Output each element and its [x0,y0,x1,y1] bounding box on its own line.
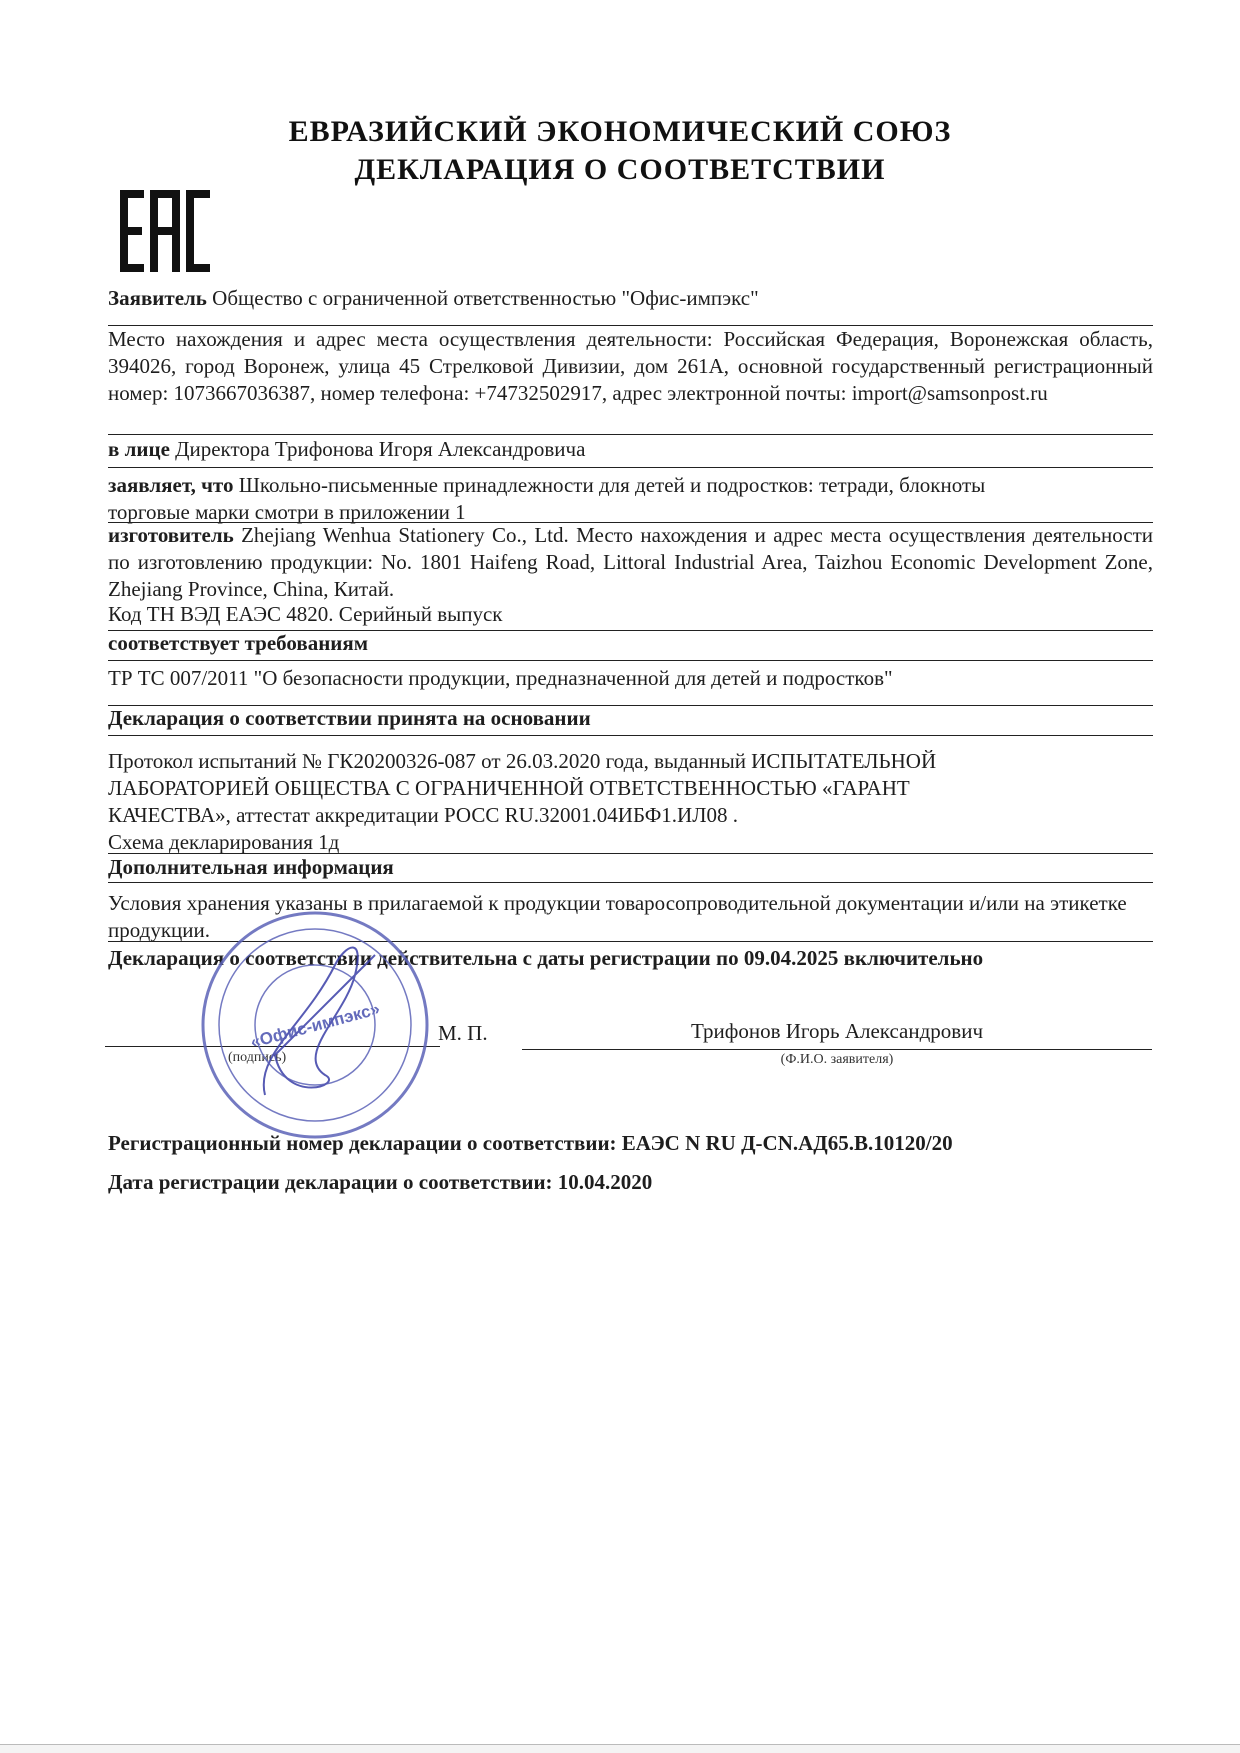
divider [108,660,1153,661]
tnved-code: Код ТН ВЭД ЕАЭС 4820. Серийный выпуск [108,602,503,626]
address-block [108,326,1153,407]
declaration-scheme: Схема декларирования 1д [108,830,340,854]
applicant-value: Общество с ограниченной ответственностью "Офис-импэкс" [212,286,759,310]
applicant-row [108,285,1153,312]
declares-trademarks: торговые марки смотри в приложении 1 [108,500,466,524]
seal-place-label: М. П. [438,1021,488,1045]
applicant-label: Заявитель [108,286,207,310]
declares-row [108,472,1153,499]
validity-statement: Декларация о соответствии действительна с даты регистрации по 09.04.2025 включительно [108,946,984,970]
name-line [522,1049,1152,1050]
additional-value: Условия хранения указаны в прилагаемой к продукции товаросопроводительной документации и/или на этикетке продукции. [108,891,1127,942]
address-value: Место нахождения и адрес места осуществления деятельности: Российская Федерация, Воронежская область, 394026, город Воронеж, улица 45 Стрелковой Дивизии, дом 261А, основной государственный регистрационный номер: 1073667036387, номер телефона: +74732502917, адрес электронной почты: [108,327,1153,405]
declares-label: заявляет, что [108,473,234,497]
manufacturer-label: изготовитель [108,523,234,547]
signature-caption: (подпись) [228,1050,287,1065]
stamp-icon [195,905,435,1145]
document-title: ДЕКЛАРАЦИЯ О СООТВЕТСТВИИ [354,153,886,186]
basis-line-3: КАЧЕСТВА», аттестат аккредитации РОСС RU.32001.04ИБФ1.ИЛ08 . [108,803,738,827]
basis-line-1: Протокол испытаний № ГК20200326-087 от 26.03.2020 года, выданный ИСПЫТАТЕЛЬНОЙ [108,749,937,773]
email-value: import@samsonpost.ru [851,381,1048,405]
represented-row [108,436,1153,463]
applicant-name: Трифонов Игорь Александрович [690,1019,984,1043]
manufacturer-block [108,522,1153,603]
scan-edge [0,1744,1240,1753]
divider [108,882,1153,883]
divider [108,735,1153,736]
divider [108,434,1153,435]
registration-date: Дата регистрации декларации о соответствии: 10.04.2020 [108,1170,653,1194]
requirements-label: соответствует требованиям [108,631,369,655]
eac-logo-icon [120,190,210,272]
basis-line-2: ЛАБОРАТОРИЕЙ ОБЩЕСТВА С ОГРАНИЧЕННОЙ ОТВЕТСТВЕННОСТЬЮ «ГАРАНТ [108,776,910,800]
union-title: ЕВРАЗИЙСКИЙ ЭКОНОМИЧЕСКИЙ СОЮЗ [288,115,952,148]
registration-number: Регистрационный номер декларации о соответствии: ЕАЭС N RU Д-CN.АД65.В.10120/20 [108,1131,953,1155]
stamp-center-text: «Офис-импэкс» [248,999,382,1052]
manufacturer-value: Zhejiang Wenhua Stationery Co., Ltd. Место нахождения и адрес места осуществления деятельности по изготовлению продукции: No. 1801 Haifeng Road, Littoral Industrial Area, Taizhou Economic Development Zone, Zhejiang Province, China, Китай. [108,523,1153,601]
declares-value: Школьно-письменные принадлежности для детей и подростков: тетради, блокноты [238,473,986,497]
additional-label: Дополнительная информация [108,855,394,879]
basis-label: Декларация о соответствии принята на основании [108,706,591,730]
divider [108,467,1153,468]
represented-label: в лице [108,437,170,461]
name-caption: (Ф.И.О. заявителя) [780,1052,894,1067]
represented-value: Директора Трифонова Игоря Александровича [175,437,586,461]
requirements-value: ТР ТС 007/2011 "О безопасности продукции, предназначенной для детей и подростков" [108,666,893,690]
